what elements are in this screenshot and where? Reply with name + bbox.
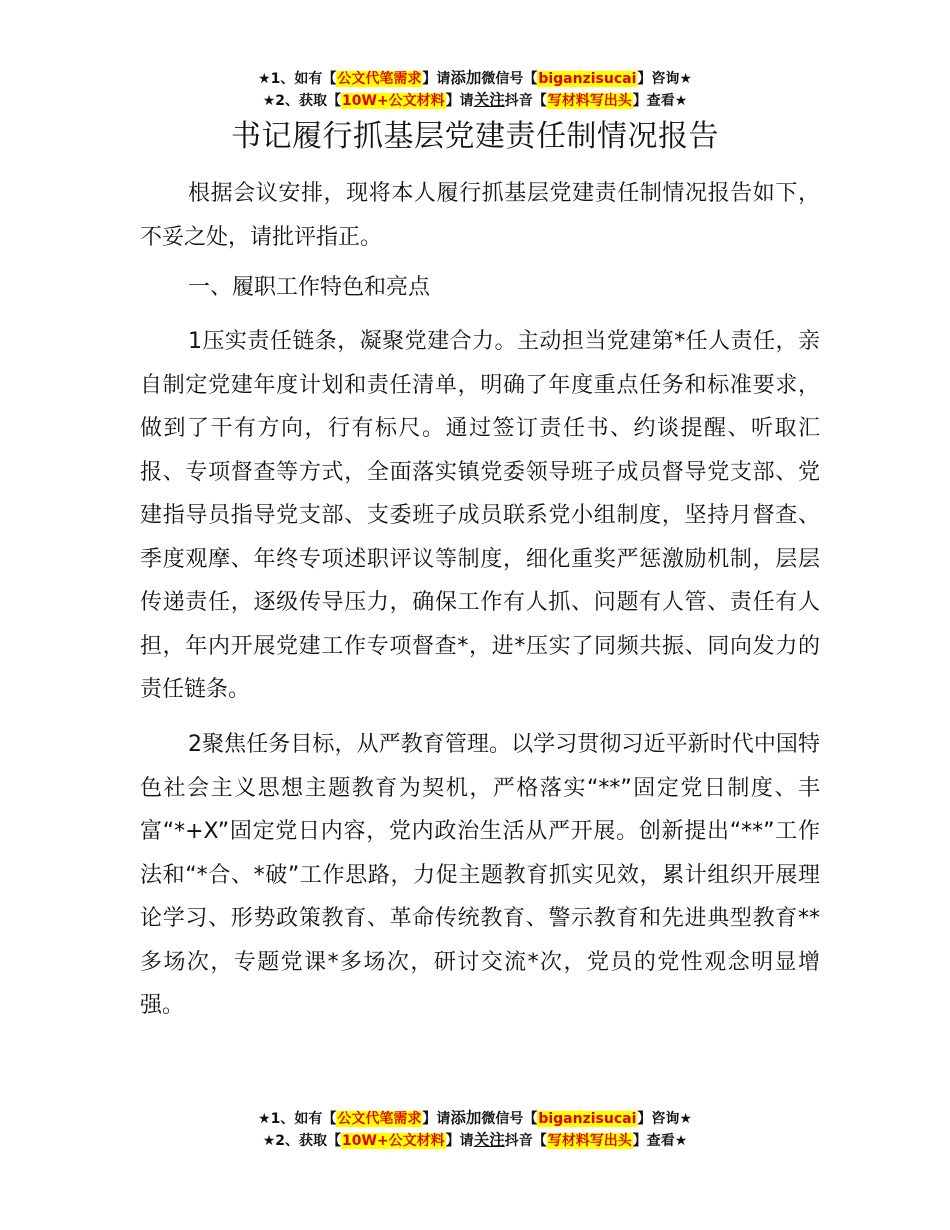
heading-text: 一、履职工作特色和亮点 — [188, 275, 431, 300]
banner-emphasis: 关注 — [473, 91, 505, 109]
intro-paragraph — [140, 172, 820, 259]
header-banner — [0, 68, 950, 112]
highlight-douyin-account: 写材料写出头 — [547, 1133, 632, 1149]
item-1-paragraph — [140, 320, 820, 712]
section-heading — [140, 266, 820, 310]
banner-text: ★2、获取【 — [262, 1133, 342, 1149]
footer-banner — [0, 1108, 950, 1152]
banner-text: 】请 — [422, 71, 451, 87]
highlight-service: 公文代笔需求 — [337, 1111, 422, 1127]
banner-text: 微信号【 — [481, 1111, 538, 1127]
item-2-paragraph — [140, 723, 820, 1028]
banner-text: 】查看★ — [632, 93, 688, 109]
banner-text: 微信号【 — [481, 71, 538, 87]
banner-line-1 — [0, 68, 950, 90]
highlight-materials: 10W+公文材料 — [342, 1133, 445, 1149]
paragraph-text: 2聚焦任务目标，从严教育管理。以学习贯彻习近平新时代中国特色社会主义思想主题教育为契机，严格落实“**”固定党日制度、丰富“*+X”固定党日内容，党内政治生活从严开展。创新提出“**”工作法和“*合、*破”工作思路，力促主题教育抓实见效，累计组织开展理论学习、形势政策教育、革命传统教育、警示教育和先进典型教育**多场次，专题党课*多场次，研讨交流*次，党员的党性观念明显增强。 — [140, 732, 820, 1018]
banner-text: 】查看★ — [632, 1133, 688, 1149]
banner-emphasis: 添加 — [450, 1109, 482, 1127]
banner-text: ★1、如有【 — [258, 1111, 337, 1127]
banner-text: 抖音【 — [504, 93, 547, 109]
highlight-service: 公文代笔需求 — [337, 71, 422, 87]
banner-text: 】请 — [445, 93, 474, 109]
paragraph-text: 1压实责任链条，凝聚党建合力。主动担当党建第*任人责任，亲自制定党建年度计划和责任清单，明确了年度重点任务和标准要求，做到了干有方向，行有标尺。通过签订责任书、约谈提醒、听取汇报、专项督查等方式，全面落实镇党委领导班子成员督导党支部、党建指导员指导党支部、支委班子成员联系党小组制度，坚持月督查、季度观摩、年终专项述职评议等制度，细化重奖严惩激励机制，层层传递责任，逐级传导压力，确保工作有人抓、问题有人管、责任有人担，年内开展党建工作专项督查*，进*压实了同频共振、同向发力的责任链条。 — [140, 329, 820, 702]
highlight-materials: 10W+公文材料 — [342, 93, 445, 109]
banner-text: 】咨询★ — [637, 71, 692, 87]
banner-emphasis: 添加 — [450, 69, 482, 87]
highlight-wechat-id: biganzisucai — [538, 71, 637, 87]
banner-text: 】咨询★ — [637, 1111, 692, 1127]
highlight-douyin-account: 写材料写出头 — [547, 93, 632, 109]
banner-text: ★2、获取【 — [262, 93, 342, 109]
banner-text: 】请 — [422, 1111, 451, 1127]
banner-text: 】请 — [445, 1133, 474, 1149]
document-title: 书记履行抓基层党建责任制情况报告 — [231, 119, 719, 154]
banner-line-2 — [0, 90, 950, 112]
highlight-wechat-id: biganzisucai — [538, 1111, 637, 1127]
banner-line-1 — [0, 1108, 950, 1130]
paragraph-text: 根据会议安排，现将本人履行抓基层党建责任制情况报告如下，不妥之处，请批评指正。 — [140, 181, 820, 250]
banner-text: 抖音【 — [504, 1133, 547, 1149]
banner-line-2 — [0, 1130, 950, 1152]
banner-text: ★1、如有【 — [258, 71, 337, 87]
banner-emphasis: 关注 — [473, 1131, 505, 1149]
